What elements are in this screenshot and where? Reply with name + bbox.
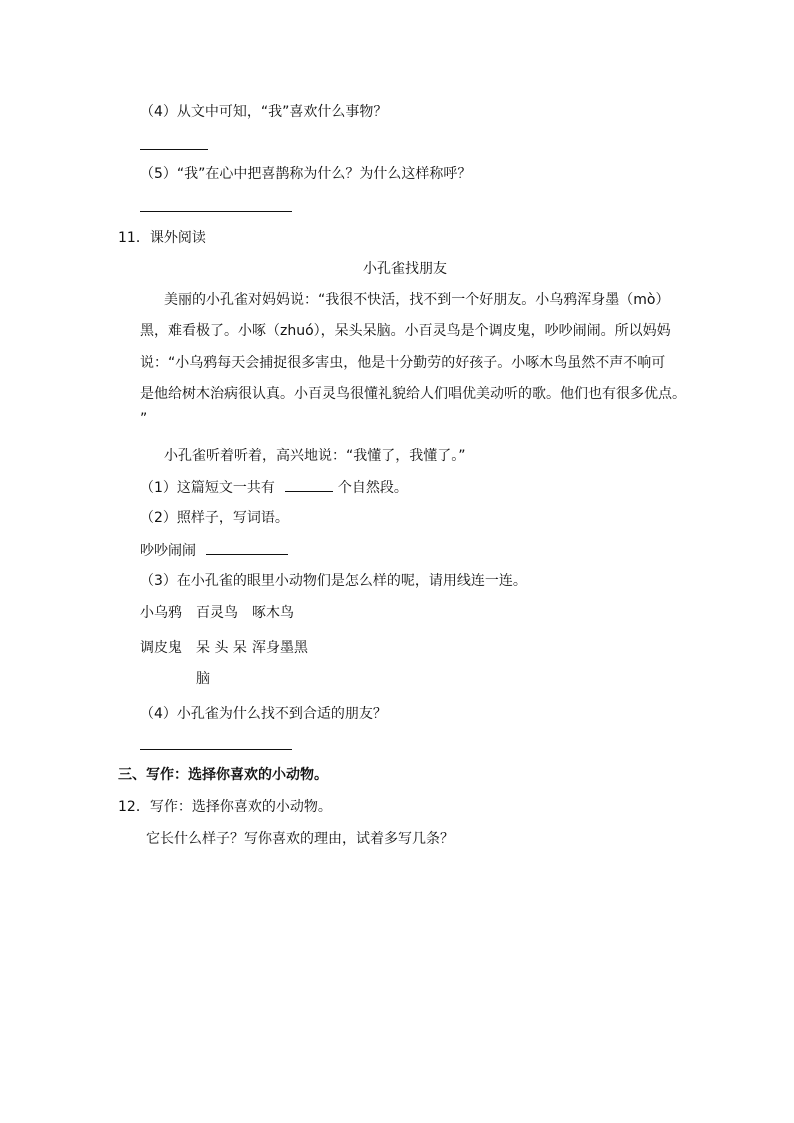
sub-question-1-prefix: （1）这篇短文一共有 [140, 480, 275, 496]
animal-name-2: 百灵鸟 [196, 605, 238, 621]
paragraph-count-blank[interactable] [285, 477, 333, 492]
writing-prompt: 它长什么样子？写你喜欢的理由，试着多写几条？ [146, 831, 454, 847]
passage-para2: 小孔雀听着听着，高兴地说：“我懂了，我懂了。” [164, 448, 466, 464]
passage-para1-line2: 黑，难看极了。小啄（zhuó），呆头呆脑。小百灵鸟是个调皮鬼，吵吵闹闹。所以妈妈 [140, 323, 671, 339]
sub-question-1 [140, 477, 408, 497]
example-word: 吵吵闹闹 [140, 543, 196, 559]
animal-name-3: 啄木鸟 [252, 605, 294, 621]
question-4-text: （4）从文中可知，“我”喜欢什么事物？ [140, 104, 388, 120]
word-answer-blank[interactable] [206, 540, 288, 555]
question-12-label: 12．写作：选择你喜欢的小动物。 [118, 799, 332, 815]
sub-question-2-example-row [140, 540, 288, 560]
section-3-heading: 三、写作：选择你喜欢的小动物。 [118, 767, 328, 783]
trait-3: 浑身墨黑 [252, 640, 308, 656]
animal-name-1: 小乌鸦 [140, 605, 182, 621]
passage-para1-line4: 是他给树木治病很认真。小百灵鸟很懂礼貌给人们唱优美动听的歌。他们也有很多优点。 [140, 386, 686, 402]
question-11-label: 11．课外阅读 [118, 230, 206, 246]
sub-question-2: （2）照样子，写词语。 [140, 510, 289, 526]
answer-line-sub4 [140, 749, 292, 750]
trait-1: 调皮鬼 [140, 640, 182, 656]
sub-question-4: （4）小孔雀为什么找不到合适的朋友？ [140, 706, 387, 722]
passage-para1-line1: 美丽的小孔雀对妈妈说：“我很不快活，找不到一个好朋友。小乌鸦浑身墨（mò） [164, 292, 670, 308]
sub-question-1-suffix: 个自然段。 [337, 480, 408, 496]
trait-2: 呆 头 呆 [196, 640, 247, 656]
trait-2-wrap: 脑 [196, 671, 210, 687]
passage-para1-line5: ” [140, 411, 148, 427]
answer-line-4 [140, 149, 208, 150]
sub-question-3: （3）在小孔雀的眼里小动物们是怎么样的呢，请用线连一连。 [140, 573, 527, 589]
passage-para1-line3: 说：“小乌鸦每天会捕捉很多害虫，他是十分勤劳的好孩子。小啄木鸟虽然不声不响可 [140, 355, 666, 371]
question-5-text: （5）“我”在心中把喜鹊称为什么？为什么这样称呼？ [140, 166, 472, 182]
passage-title: 小孔雀找朋友 [363, 261, 447, 277]
answer-line-5 [140, 211, 292, 212]
